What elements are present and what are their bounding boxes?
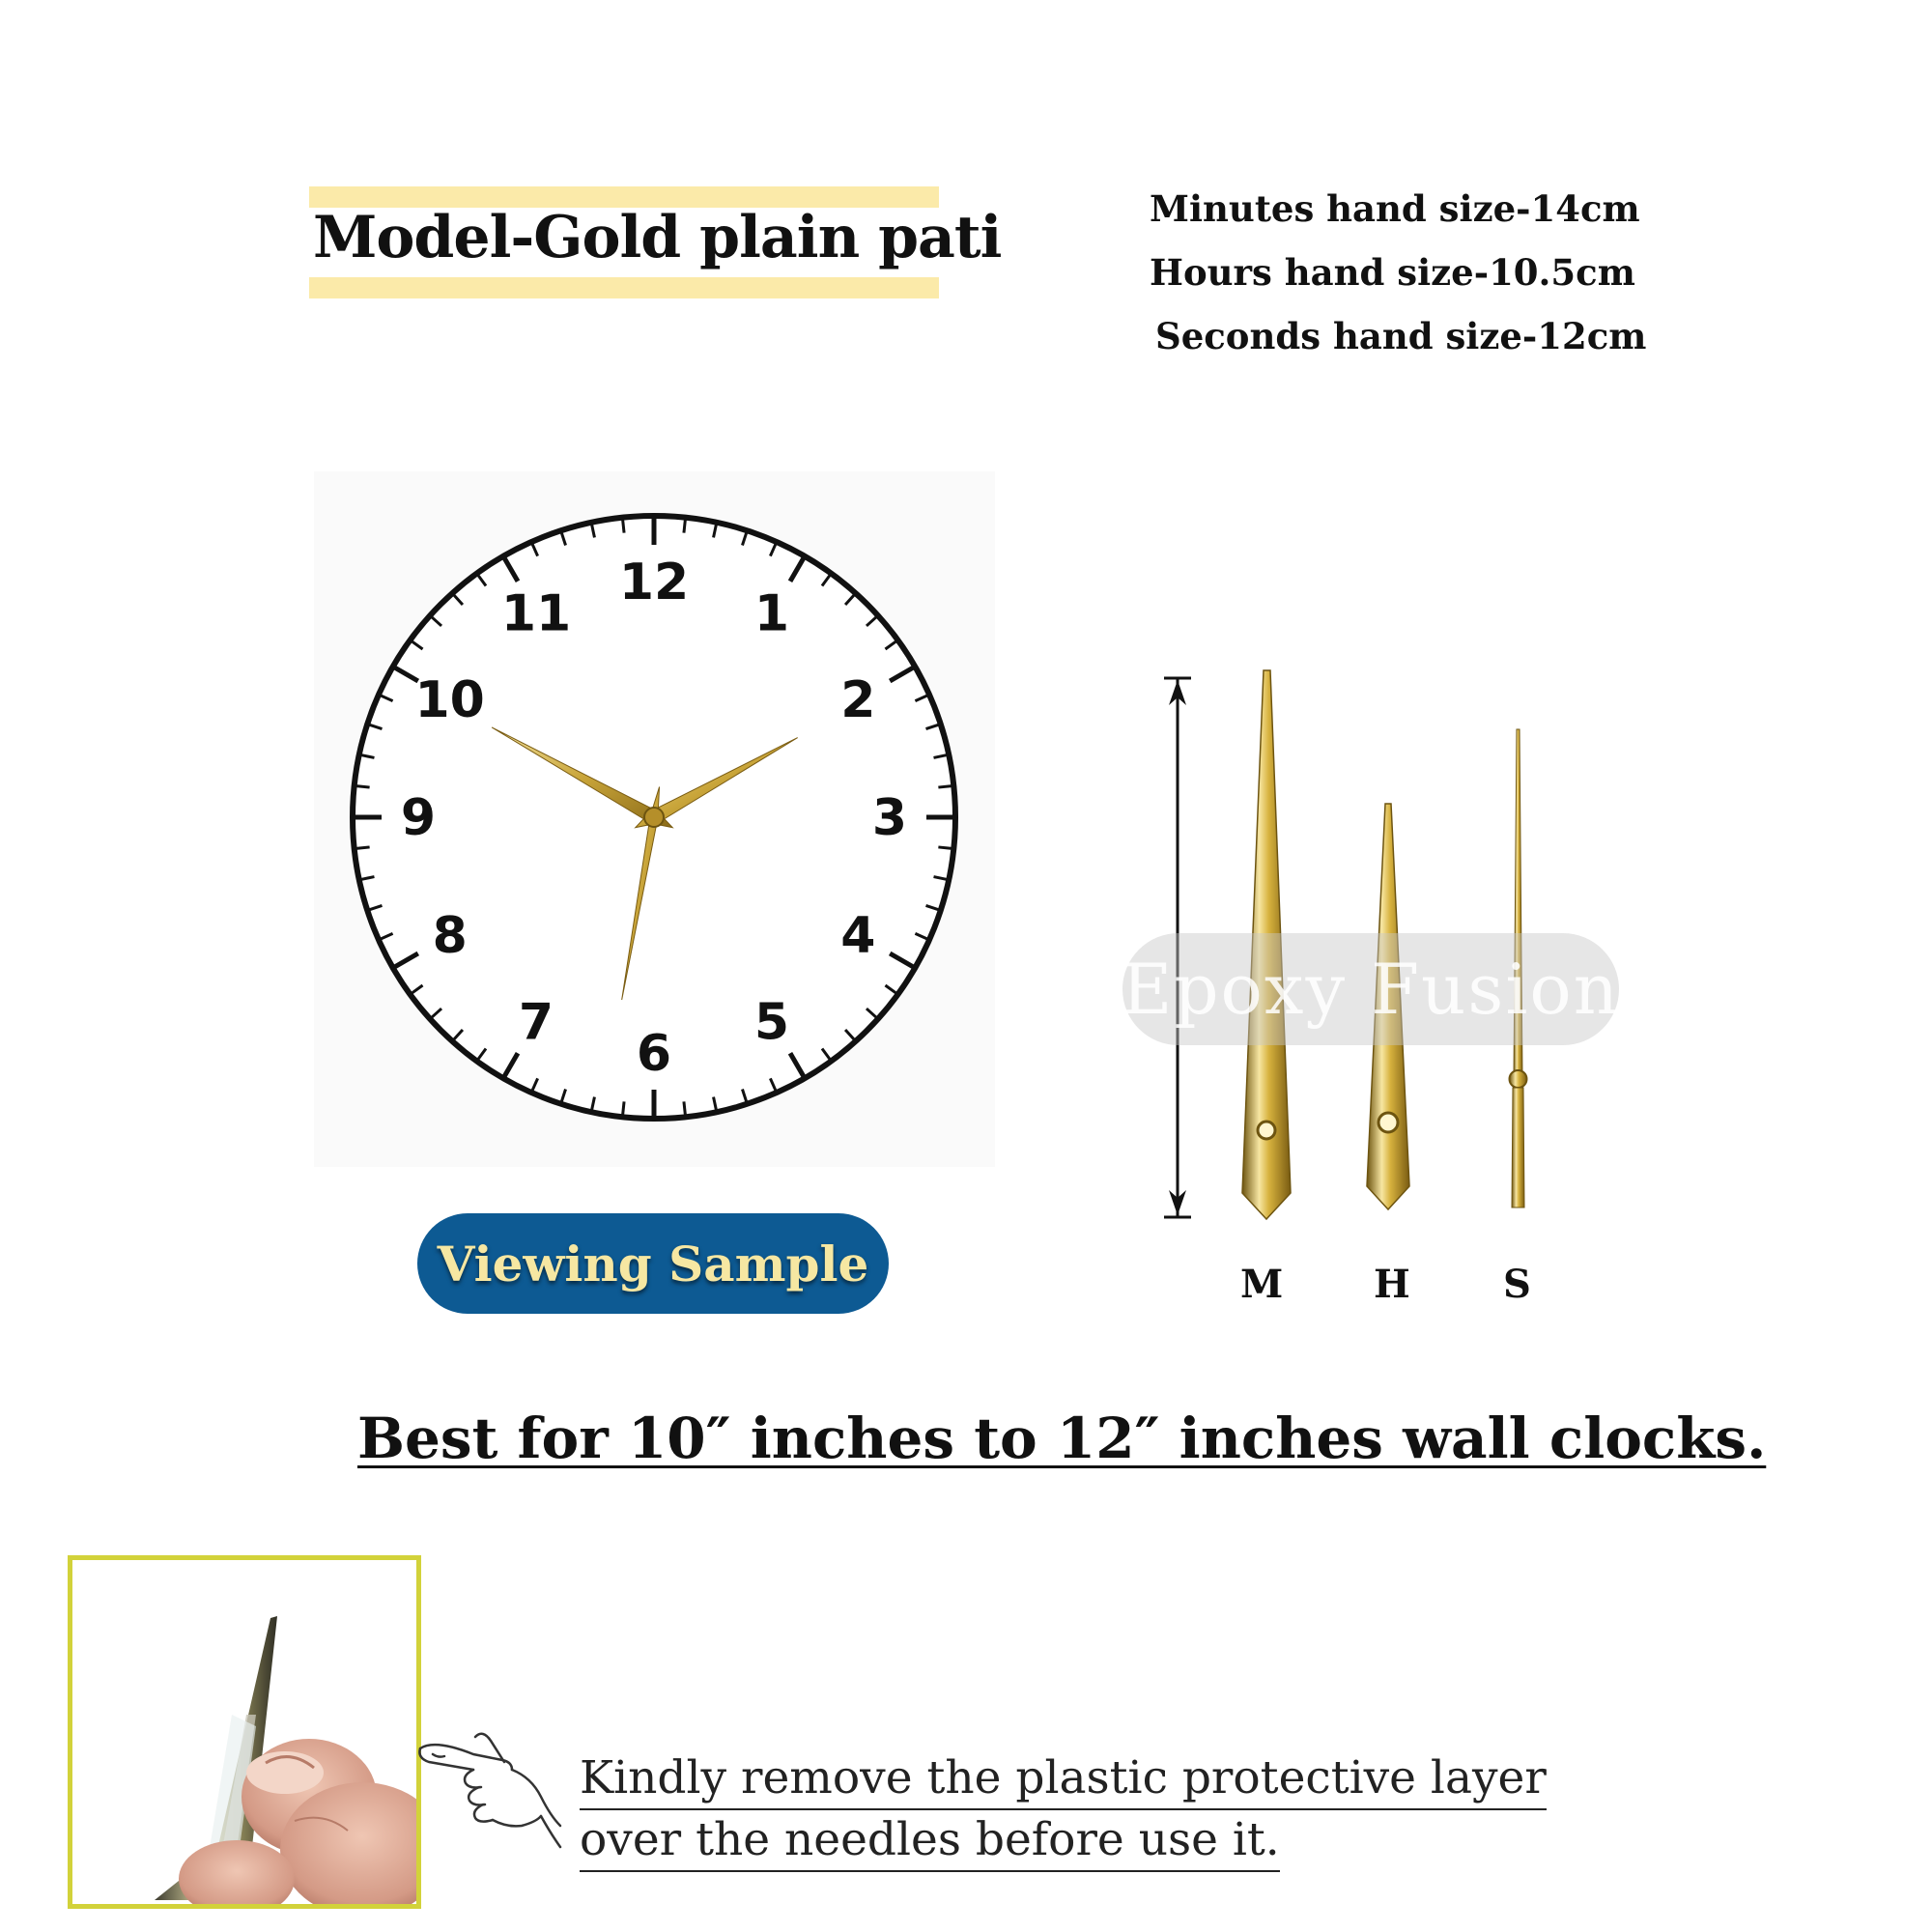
watermark-text: Epoxy Fusion bbox=[1121, 949, 1621, 1030]
second-hand-label: S bbox=[1503, 1262, 1531, 1307]
viewing-sample-badge bbox=[417, 1213, 889, 1314]
clock-numeral-11: 11 bbox=[500, 584, 572, 643]
clock-numeral-7: 7 bbox=[518, 993, 554, 1052]
clock-numeral-3: 3 bbox=[871, 789, 908, 847]
clock-numeral-2: 2 bbox=[840, 671, 876, 729]
note-line-2: over the needles before use it. bbox=[580, 1810, 1280, 1872]
model-title-text: Model-Gold plain pati bbox=[313, 204, 1002, 271]
best-for-text: Best for 10″ inches to 12″ inches wall clocks. bbox=[357, 1406, 1767, 1471]
pointing-hand-icon bbox=[415, 1719, 570, 1855]
clock-minute-tick bbox=[684, 520, 685, 533]
watermark bbox=[1122, 933, 1619, 1045]
protective-layer-photo bbox=[68, 1555, 421, 1909]
clock-numeral-6: 6 bbox=[636, 1025, 672, 1083]
clock-minute-tick bbox=[938, 786, 952, 787]
clock-center-hub bbox=[644, 808, 664, 827]
clock-numeral-12: 12 bbox=[618, 554, 690, 611]
clock-minute-tick bbox=[623, 1101, 624, 1115]
hour-hand-label: H bbox=[1374, 1262, 1410, 1307]
note-line-1: Kindly remove the plastic protective layer bbox=[580, 1748, 1547, 1810]
clock-minute-tick bbox=[356, 847, 370, 848]
clock-numeral-8: 8 bbox=[432, 907, 468, 965]
clock-minute-tick bbox=[938, 847, 952, 848]
hand-holding-needle-image bbox=[72, 1560, 416, 1904]
clock-numeral-1: 1 bbox=[753, 584, 790, 643]
clock-minute-tick bbox=[356, 786, 370, 787]
clock-minute-tick bbox=[623, 520, 624, 533]
clock-sample-panel bbox=[314, 471, 995, 1167]
clock-numeral-5: 5 bbox=[753, 993, 790, 1052]
title-highlight-bottom bbox=[309, 277, 939, 298]
viewing-sample-label: Viewing Sample bbox=[437, 1235, 869, 1293]
hand-size-specs bbox=[1150, 180, 1652, 371]
clock-numeral-9: 9 bbox=[400, 789, 437, 847]
protective-layer-note bbox=[580, 1748, 1604, 1872]
spec-seconds: Seconds hand size-12cm bbox=[1155, 315, 1647, 357]
model-title bbox=[309, 186, 1002, 298]
spec-minutes: Minutes hand size-14cm bbox=[1150, 187, 1640, 230]
clock-minute-tick bbox=[684, 1101, 685, 1115]
clock-numeral-10: 10 bbox=[414, 671, 485, 729]
clock-face bbox=[314, 471, 995, 1167]
clock-numeral-4: 4 bbox=[840, 907, 876, 965]
spec-hours: Hours hand size-10.5cm bbox=[1150, 251, 1635, 294]
minute-hand-label: M bbox=[1240, 1262, 1284, 1307]
